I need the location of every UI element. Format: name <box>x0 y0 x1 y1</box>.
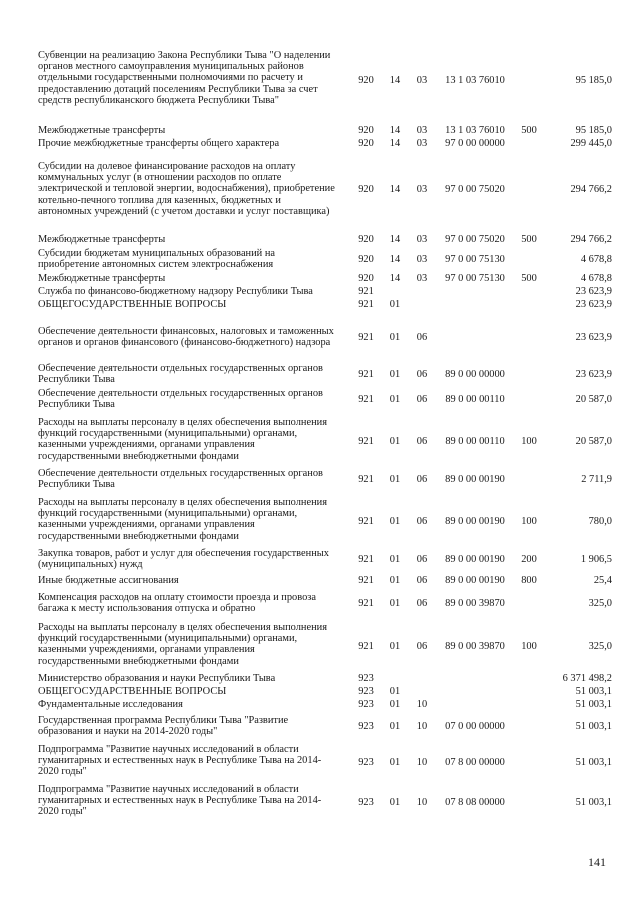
amount-cell: 51 003,1 <box>575 797 612 808</box>
target-article-cell: 89 0 00 00190 <box>445 516 505 527</box>
grbs-cell: 921 <box>358 286 374 297</box>
amount-cell: 23 623,9 <box>575 299 612 310</box>
subsection-cell: 06 <box>416 332 428 343</box>
section-cell: 01 <box>389 721 401 732</box>
amount-cell: 51 003,1 <box>575 699 612 710</box>
row-name: Субвенции на реализацию Закона Республики Тыва "О наделении органов местного самоуправления муниципальных районов отдельными государственными полномочиями по расчету и предоставлению дотаций поселениям Республики Тыва за счет средств республиканского бюджета Республики Тыва" <box>38 50 331 106</box>
subsection-cell: 03 <box>416 138 428 149</box>
target-article-cell: 97 0 00 75130 <box>445 273 505 284</box>
row-name: Обеспечение деятельности отдельных государственных органов Республики Тыва <box>38 388 323 411</box>
grbs-cell: 921 <box>358 598 374 609</box>
target-article-cell: 89 0 00 00000 <box>445 369 505 380</box>
subsection-cell: 03 <box>416 273 428 284</box>
amount-cell: 51 003,1 <box>575 686 612 697</box>
amount-cell: 294 766,2 <box>570 234 612 245</box>
target-article-cell: 97 0 00 75020 <box>445 234 505 245</box>
grbs-cell: 923 <box>358 757 374 768</box>
subsection-cell: 03 <box>416 234 428 245</box>
subsection-cell: 06 <box>416 516 428 527</box>
expense-type-cell: 500 <box>521 273 537 284</box>
section-cell: 01 <box>389 394 401 405</box>
row-name: Обеспечение деятельности отдельных государственных органов Республики Тыва <box>38 363 323 386</box>
target-article-cell: 13 1 03 76010 <box>445 75 505 86</box>
row-name: Обеспечение деятельности отдельных государственных органов Республики Тыва <box>38 468 323 491</box>
section-cell: 01 <box>389 369 401 380</box>
target-article-cell: 89 0 00 00110 <box>445 394 505 405</box>
amount-cell: 6 371 498,2 <box>562 673 612 684</box>
subsection-cell: 06 <box>416 575 428 586</box>
target-article-cell: 07 0 00 00000 <box>445 721 505 732</box>
subsection-cell: 06 <box>416 369 428 380</box>
expense-type-cell: 100 <box>521 436 537 447</box>
amount-cell: 95 185,0 <box>575 75 612 86</box>
subsection-cell: 03 <box>416 75 428 86</box>
amount-cell: 325,0 <box>588 598 612 609</box>
amount-cell: 294 766,2 <box>570 184 612 195</box>
row-name: Обеспечение деятельности финансовых, налоговых и таможенных органов и органов финансового (финансово-бюджетного) надзора <box>38 326 334 349</box>
grbs-cell: 920 <box>358 184 374 195</box>
amount-cell: 25,4 <box>593 575 612 586</box>
row-name: Межбюджетные трансферты <box>38 273 166 284</box>
expense-type-cell: 200 <box>521 554 537 565</box>
grbs-cell: 921 <box>358 474 374 485</box>
grbs-cell: 920 <box>358 125 374 136</box>
subsection-cell: 03 <box>416 254 428 265</box>
section-cell: 01 <box>389 699 401 710</box>
amount-cell: 51 003,1 <box>575 721 612 732</box>
expense-type-cell: 500 <box>521 234 537 245</box>
amount-cell: 1 906,5 <box>580 554 612 565</box>
row-name: Расходы на выплаты персоналу в целях обеспечения выполнения функций государственными (муниципальными) органами, казенными учреждениями, органами управления государственными внебюджетными фондами <box>38 417 327 462</box>
row-name: Субсидии на долевое финансирование расходов на оплату коммунальных услуг (в отношении расходов по оплате электрической и тепловой энергии, водоснабжения), приобретение котельно-печного топлива для казенных, бюджетных и автономных учреждений (с учетом доставки и услуг поставщика) <box>38 161 335 217</box>
subsection-cell: 06 <box>416 554 428 565</box>
row-name: Государственная программа Республики Тыва "Развитие образования и науки на 2014-2020 годы" <box>38 715 289 738</box>
section-cell: 14 <box>389 125 401 136</box>
section-cell: 01 <box>389 575 401 586</box>
row-name: Прочие межбюджетные трансферты общего характера <box>38 138 280 149</box>
grbs-cell: 921 <box>358 641 374 652</box>
amount-cell: 23 623,9 <box>575 369 612 380</box>
target-article-cell: 89 0 00 39870 <box>445 598 505 609</box>
section-cell: 14 <box>389 234 401 245</box>
grbs-cell: 921 <box>358 299 374 310</box>
section-cell: 01 <box>389 686 401 697</box>
section-cell: 01 <box>389 554 401 565</box>
target-article-cell: 97 0 00 00000 <box>445 138 505 149</box>
subsection-cell: 06 <box>416 641 428 652</box>
row-name: Служба по финансово-бюджетному надзору Республики Тыва <box>38 286 313 297</box>
row-name: Субсидии бюджетам муниципальных образований на приобретение автономных систем электроснабжения <box>38 248 276 271</box>
grbs-cell: 920 <box>358 138 374 149</box>
grbs-cell: 921 <box>358 516 374 527</box>
subsection-cell: 10 <box>416 757 428 768</box>
grbs-cell: 923 <box>358 673 374 684</box>
section-cell: 14 <box>389 254 401 265</box>
row-name: Подпрограмма "Развитие научных исследований в области гуманитарных и естественных наук в Республике Тыва на 2014- 2020 годы" <box>38 744 322 778</box>
row-name: Подпрограмма "Развитие научных исследований в области гуманитарных и естественных наук в Республике Тыва на 2014- 2020 годы" <box>38 784 322 818</box>
target-article-cell: 97 0 00 75130 <box>445 254 505 265</box>
section-cell: 14 <box>389 184 401 195</box>
grbs-cell: 920 <box>358 234 374 245</box>
target-article-cell: 89 0 00 39870 <box>445 641 505 652</box>
target-article-cell: 89 0 00 00190 <box>445 554 505 565</box>
section-cell: 14 <box>389 273 401 284</box>
section-cell: 01 <box>389 474 401 485</box>
amount-cell: 780,0 <box>588 516 612 527</box>
grbs-cell: 921 <box>358 369 374 380</box>
subsection-cell: 06 <box>416 598 428 609</box>
row-name: Министерство образования и науки Республики Тыва <box>38 673 276 684</box>
section-cell: 01 <box>389 797 401 808</box>
row-name: ОБЩЕГОСУДАРСТВЕННЫЕ ВОПРОСЫ <box>38 686 227 697</box>
grbs-cell: 921 <box>358 554 374 565</box>
section-cell: 14 <box>389 138 401 149</box>
grbs-cell: 921 <box>358 394 374 405</box>
expense-type-cell: 500 <box>521 125 537 136</box>
grbs-cell: 920 <box>358 75 374 86</box>
grbs-cell: 921 <box>358 436 374 447</box>
amount-cell: 299 445,0 <box>570 138 612 149</box>
grbs-cell: 923 <box>358 686 374 697</box>
amount-cell: 2 711,9 <box>581 474 612 485</box>
subsection-cell: 10 <box>416 797 428 808</box>
amount-cell: 4 678,8 <box>580 254 612 265</box>
target-article-cell: 07 8 00 00000 <box>445 757 505 768</box>
row-name: Иные бюджетные ассигнования <box>38 575 179 586</box>
amount-cell: 4 678,8 <box>580 273 612 284</box>
row-name: Компенсация расходов на оплату стоимости проезда и провоза багажа к месту использования отпуска и обратно <box>38 592 316 615</box>
target-article-cell: 89 0 00 00110 <box>445 436 505 447</box>
expense-type-cell: 100 <box>521 641 537 652</box>
target-article-cell: 89 0 00 00190 <box>445 575 505 586</box>
target-article-cell: 97 0 00 75020 <box>445 184 505 195</box>
grbs-cell: 920 <box>358 254 374 265</box>
row-name: Межбюджетные трансферты <box>38 234 166 245</box>
row-name: Расходы на выплаты персоналу в целях обеспечения выполнения функций государственными (муниципальными) органами, казенными учреждениями, органами управления государственными внебюджетными фондами <box>38 622 327 667</box>
section-cell: 14 <box>389 75 401 86</box>
amount-cell: 325,0 <box>588 641 612 652</box>
subsection-cell: 06 <box>416 394 428 405</box>
target-article-cell: 07 8 08 00000 <box>445 797 505 808</box>
section-cell: 01 <box>389 332 401 343</box>
subsection-cell: 03 <box>416 184 428 195</box>
page-number: 141 <box>588 855 606 869</box>
subsection-cell: 03 <box>416 125 428 136</box>
amount-cell: 95 185,0 <box>575 125 612 136</box>
amount-cell: 23 623,9 <box>575 332 612 343</box>
row-name: Межбюджетные трансферты <box>38 125 166 136</box>
section-cell: 01 <box>389 641 401 652</box>
section-cell: 01 <box>389 436 401 447</box>
target-article-cell: 89 0 00 00190 <box>445 474 505 485</box>
grbs-cell: 923 <box>358 797 374 808</box>
row-name: Закупка товаров, работ и услуг для обеспечения государственных (муниципальных) нужд <box>38 548 329 571</box>
row-name: ОБЩЕГОСУДАРСТВЕННЫЕ ВОПРОСЫ <box>38 299 227 310</box>
expense-type-cell: 800 <box>521 575 537 586</box>
grbs-cell: 923 <box>358 721 374 732</box>
amount-cell: 20 587,0 <box>575 394 612 405</box>
amount-cell: 51 003,1 <box>575 757 612 768</box>
target-article-cell: 13 1 03 76010 <box>445 125 505 136</box>
subsection-cell: 06 <box>416 474 428 485</box>
subsection-cell: 06 <box>416 436 428 447</box>
section-cell: 01 <box>389 757 401 768</box>
grbs-cell: 920 <box>358 273 374 284</box>
expense-type-cell: 100 <box>521 516 537 527</box>
grbs-cell: 923 <box>358 699 374 710</box>
section-cell: 01 <box>389 598 401 609</box>
row-name: Расходы на выплаты персоналу в целях обеспечения выполнения функций государственными (муниципальными) органами, казенными учреждениями, органами управления государственными внебюджетными фондами <box>38 497 327 542</box>
section-cell: 01 <box>389 516 401 527</box>
section-cell: 01 <box>389 299 401 310</box>
subsection-cell: 10 <box>416 721 428 732</box>
grbs-cell: 921 <box>358 575 374 586</box>
grbs-cell: 921 <box>358 332 374 343</box>
amount-cell: 20 587,0 <box>575 436 612 447</box>
subsection-cell: 10 <box>416 699 428 710</box>
row-name: Фундаментальные исследования <box>38 699 183 710</box>
amount-cell: 23 623,9 <box>575 286 612 297</box>
